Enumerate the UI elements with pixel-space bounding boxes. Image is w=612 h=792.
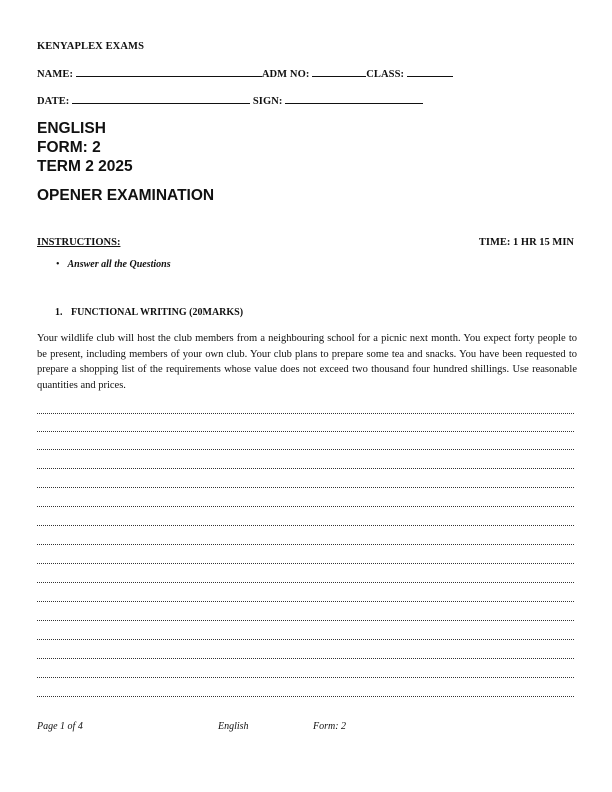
time-allowed: TIME: 1 HR 15 MIN — [478, 237, 574, 248]
answer-line[interactable] — [37, 449, 574, 450]
footer-page-number: Page 1 of 4 — [37, 721, 83, 732]
institution-name: KENYAPLEX EXAMS — [37, 41, 145, 52]
answer-line[interactable] — [37, 468, 574, 469]
answer-line[interactable] — [37, 525, 574, 526]
name-field[interactable] — [76, 67, 262, 77]
answer-line[interactable] — [37, 431, 574, 432]
bullet-icon: • — [56, 259, 60, 270]
footer-subject: English — [218, 721, 249, 732]
class-field[interactable] — [407, 67, 453, 77]
instruction-item: • Answer all the Questions — [56, 259, 171, 270]
question-title: FUNCTIONAL WRITING (20MARKS) — [71, 307, 244, 318]
class-label: CLASS: — [366, 69, 405, 80]
question-body: Your wildlife club will host the club members from a neighbouring school for a picnic next month. You expect forty people to be present, including members of your own club. Your club plans to prepare some tea and snacks. You have been requested to prepare a shopping list of the requirements whose value does not exceed two thousand four hundred shillings. Use reasonable quantities and prices. — [37, 333, 577, 391]
answer-line[interactable] — [37, 413, 574, 414]
footer-form: Form: 2 — [313, 721, 347, 732]
date-sign-row — [37, 94, 423, 107]
answer-line[interactable] — [37, 639, 574, 640]
date-label: DATE: — [37, 96, 70, 107]
answer-line[interactable] — [37, 506, 574, 507]
form-title: FORM: 2 — [37, 139, 101, 156]
answer-line[interactable] — [37, 544, 574, 545]
answer-line[interactable] — [37, 487, 574, 488]
sign-label: SIGN: — [252, 96, 283, 107]
answer-line[interactable] — [37, 696, 574, 697]
subject-title: ENGLISH — [37, 120, 106, 137]
answer-line[interactable] — [37, 601, 574, 602]
instructions-heading: INSTRUCTIONS: — [37, 237, 121, 248]
answer-line[interactable] — [37, 658, 574, 659]
term-title: TERM 2 2025 — [37, 158, 133, 175]
name-adm-class-row — [37, 67, 453, 80]
question-heading — [55, 307, 243, 318]
question-number: 1. — [55, 307, 63, 318]
answer-line[interactable] — [37, 582, 574, 583]
answer-line[interactable] — [37, 620, 574, 621]
name-label: NAME: — [37, 69, 74, 80]
sign-field[interactable] — [285, 94, 423, 104]
answer-line[interactable] — [37, 677, 574, 678]
answer-line[interactable] — [37, 563, 574, 564]
date-field[interactable] — [72, 94, 250, 104]
adm-field[interactable] — [312, 67, 366, 77]
adm-label: ADM NO: — [261, 69, 310, 80]
exam-type-title: OPENER EXAMINATION — [37, 187, 215, 204]
